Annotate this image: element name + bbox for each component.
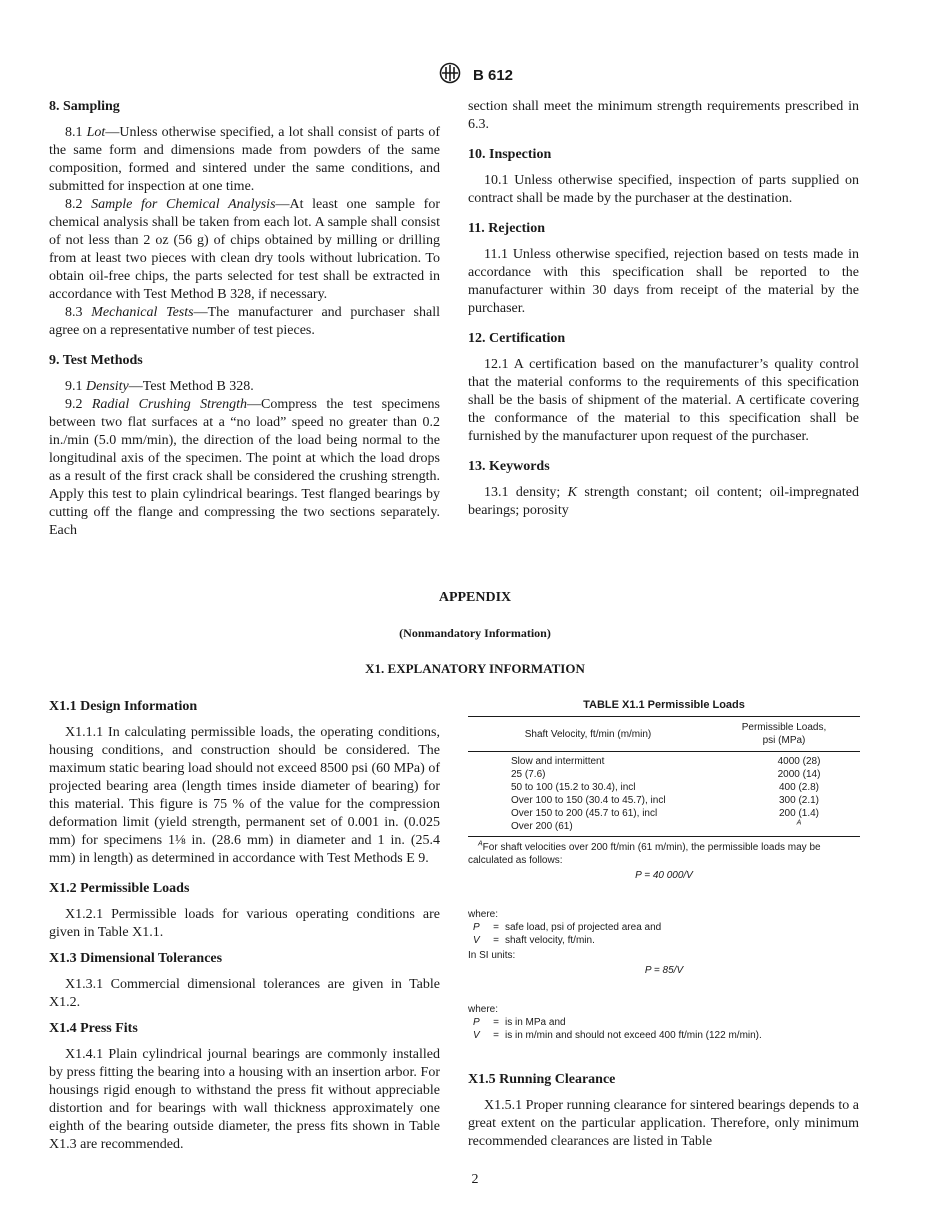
equation-si: P = 85/V <box>644 965 684 976</box>
table-x1-1 <box>468 698 860 1042</box>
si-units-label: In SI units: <box>468 950 516 961</box>
appendix-right-column <box>468 1071 859 1151</box>
appendix-left-column <box>49 698 440 1154</box>
x1-3-heading: X1.3 Dimensional Tolerances <box>49 951 223 966</box>
table-footnote: $^A$For shaft velocities over 200 ft/min (61 m/min), the permissible loads may be calculated as follows: <box>468 840 821 866</box>
section-9-heading: 9. Test Methods <box>49 353 143 368</box>
paragraph-8-2: 8.2 Sample for Chemical Analysis—At least one sample for chemical analysis shall be taken from each lot. A sample shall consist of not less than 2 oz (56 g) of chips obtained by milling or drilling from at least two pieces with clean dry tools without lubrication. To obtain oil-free chips, the parts selected for test shall be extracted in accordance with Test Method B 328, if necessary. <box>49 197 440 302</box>
paragraph-8-1: 8.1 Lot—Unless otherwise specified, a lot shall consist of parts of the same form and dimensions made from powders of the same composition, formed and sintered under the same conditions, and submitted for inspection at one time. <box>49 125 440 194</box>
section-12-heading: 12. Certification <box>468 331 566 346</box>
col-header-velocity: Shaft Velocity, ft/min (m/min) <box>524 728 652 740</box>
paragraph-x1-3-1: X1.3.1 Commercial dimensional tolerances are given in Table X1.2. <box>49 977 440 1010</box>
table-row: 25 (7.6) 2000 (14) <box>511 769 821 780</box>
table-row: 50 to 100 (15.2 to 30.4), incl 400 (2.8) <box>511 782 820 793</box>
paragraph-x1-1-1: X1.1.1 In calculating permissible loads, the operating conditions, housing conditions, and construction should be considered. The maximum static bearing load should not exceed 8500 psi (60 MPa) of projected bearing area (length times inside diameter of bearing) for this material. This figure is 75 % of the value for the compression deformation limit (yield strength, permanent set of 0.001 in. (0.025 mm) for specimens 1⅛ in. (28.6 mm) in diameter and 1 in. (25.4 mm) in length) as determined in accordance with Test Methods E 9. <box>49 725 440 866</box>
paragraph-x1-2-1: X1.2.1 Permissible loads for various operating conditions are given in Table X1.1. <box>49 907 440 940</box>
equation-us: P = 40 000/V <box>635 870 693 881</box>
paragraph-8-3: 8.3 Mechanical Tests—The manufacturer and purchaser shall agree on a representative number of test pieces. <box>49 305 440 338</box>
x1-2-heading: X1.2 Permissible Loads <box>49 881 190 896</box>
section-8-heading: 8. Sampling <box>49 99 120 114</box>
appendix-subtitle: (Nonmandatory Information) <box>399 626 551 640</box>
x1-5-heading: X1.5 Running Clearance <box>468 1072 616 1087</box>
table-header <box>468 717 860 751</box>
appendix-title: APPENDIX <box>438 590 512 605</box>
page-number: 2 <box>471 1172 479 1187</box>
paragraph-x1-4-1: X1.4.1 Plain cylindrical journal bearings are commonly installed by press fitting the bearing into a housing with an insertion arbor. For housings rigid enough to withstand the press fit without appreciable distortion and for bearings with wall thickness approximately one eighth of the bearing outside diameter, the press fits shown in Table X1.3 are recommended. <box>49 1047 440 1152</box>
section-13-heading: 13. Keywords <box>468 459 550 474</box>
definitions-si: where: P = is in MPa and V = is in m/min and should not exceed 400 ft/min (122 m/min). <box>468 1004 762 1041</box>
table-row: Over 200 (61) $^A$ <box>511 819 802 832</box>
table-row: Over 100 to 150 (30.4 to 45.7), incl 300 (2.1) <box>511 795 820 806</box>
col-header-loads: Permissible Loads, psi (MPa) <box>741 722 827 746</box>
paragraph-10-1: 10.1 Unless otherwise specified, inspection of parts supplied on contract shall be made by the purchaser at the destination. <box>468 173 859 206</box>
section-10-heading: 10. Inspection <box>468 147 552 162</box>
x1-4-heading: X1.4 Press Fits <box>49 1021 138 1036</box>
paragraph-9-2-continued: section shall meet the minimum strength requirements prescribed in 6.3. <box>468 99 859 132</box>
appendix-section-title: X1. EXPLANATORY INFORMATION <box>365 661 585 676</box>
table-row: Over 150 to 200 (45.7 to 61), incl 200 (1.4) <box>511 808 820 819</box>
paragraph-13-1: 13.1 density; K strength constant; oil content; oil-impregnated bearings; porosity <box>468 485 859 518</box>
document-designation: B 612 <box>472 67 514 84</box>
definitions-us: where: P = safe load, psi of projected area and V = shaft velocity, ft/min. <box>468 909 662 946</box>
paragraph-9-1: 9.1 Density—Test Method B 328. <box>65 379 254 394</box>
paragraph-x1-5-1: X1.5.1 Proper running clearance for sintered bearings depends to a great extent on the particular application. Therefore, only minimum recommended clearances are listed in Table <box>468 1098 859 1149</box>
paragraph-9-2: 9.2 Radial Crushing Strength—Compress the test specimens between two flat surfaces at a “no load” speed no greater than 0.2 in./min (5.0 mm/min), the direction of the load being normal to the longitudinal axis of the specimen. The point at which the load drops as a result of the first crack shall be considered the crushing strength. Apply this test to plain cylindrical bearings. Test flanged bearings by cutting off the flange and compressing the two sections separately. Each <box>49 397 440 538</box>
left-column <box>49 98 440 540</box>
x1-1-heading: X1.1 Design Information <box>49 699 198 714</box>
page-header <box>0 62 950 89</box>
table-row: Slow and intermittent 4000 (28) <box>511 756 821 767</box>
paragraph-11-1: 11.1 Unless otherwise specified, rejection based on tests made in accordance with this specification shall be reported to the manufacturer within 30 days from receipt of the material by the purchaser. <box>468 247 859 316</box>
astm-logo-icon <box>437 62 463 89</box>
paragraph-12-1: 12.1 A certification based on the manufacturer’s quality control that the material conforms to the requirements of this specification shall be the basis of shipment of the material. A certificate covering the conformance of the material to this specification shall be furnished by the manufacturer upon request of the purchaser. <box>468 357 859 444</box>
section-11-heading: 11. Rejection <box>468 221 545 236</box>
table-title: TABLE X1.1 Permissible Loads <box>583 699 745 711</box>
table-body <box>468 755 860 833</box>
right-column <box>468 98 859 520</box>
